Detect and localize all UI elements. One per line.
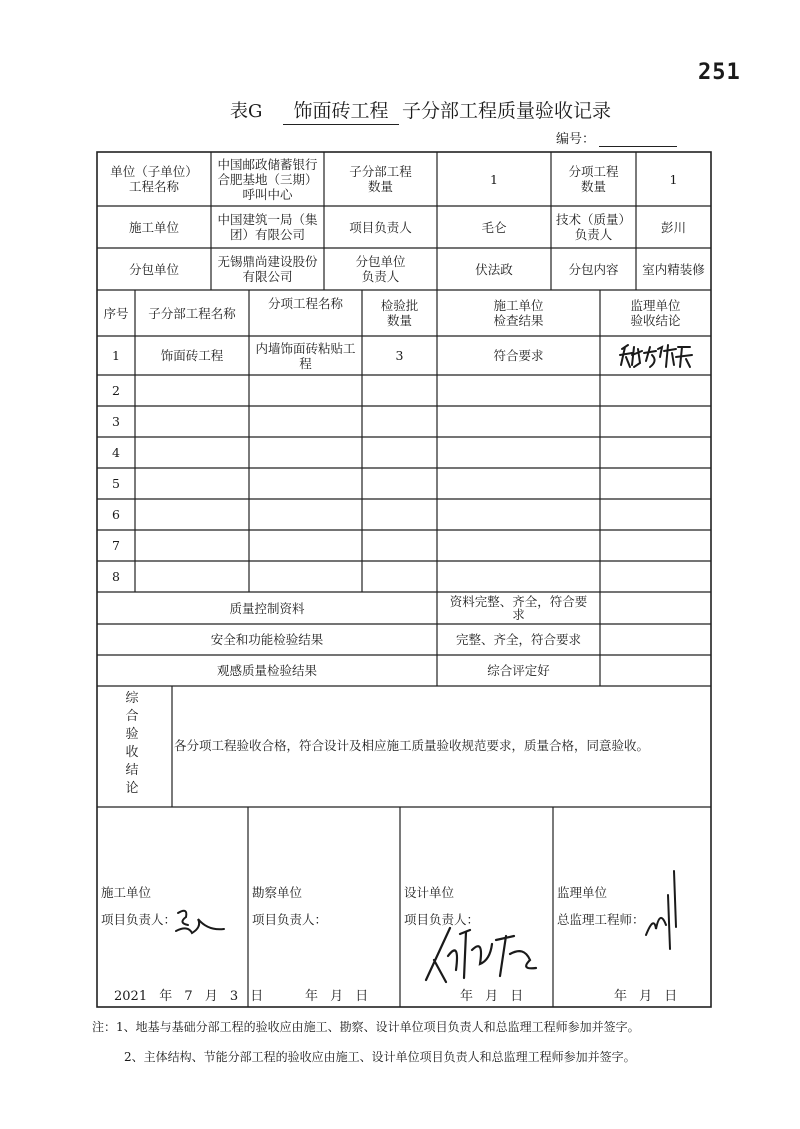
signature-constructor <box>101 885 176 927</box>
subcontractor-value: 无锡鼎尚建设股份 有限公司 <box>217 254 318 284</box>
row-1-conclusion-handwritten <box>600 336 711 375</box>
serial-blank-line <box>599 134 677 147</box>
signature-supervision-role: 总监理工程师： <box>557 912 645 927</box>
row-1-seq: 1 <box>112 348 120 363</box>
item-count-value: 1 <box>669 171 678 187</box>
row-4-seq: 4 <box>112 445 120 460</box>
constructor-value: 中国建筑一局（集 团）有限公司 <box>217 212 318 242</box>
item-count-label: 分项工程 数量 <box>568 164 619 194</box>
row-8-seq: 8 <box>112 569 120 584</box>
column-header-item-name: 分项工程名称 <box>267 296 343 311</box>
sub-manager-value: 伏法政 <box>475 261 513 277</box>
title-project-name: 饰面砖工程 <box>283 96 399 125</box>
sub-manager-label: 分包单位 负责人 <box>355 254 406 284</box>
conclusion-label: 综 合 验 收 结 论 <box>125 691 139 796</box>
serial-label: 编号： <box>556 132 596 147</box>
column-header-supervision: 监理单位 验收结论 <box>630 298 681 328</box>
note-1: 注：1、地基与基础分部工程的验收应由施工、勘察、设计单位项目负责人和总监理工程师参加并签字。 <box>92 1020 640 1034</box>
project-manager-value: 毛仑 <box>481 219 507 235</box>
tech-manager-label: 技术（质量） 负责人 <box>555 212 631 242</box>
row-1-item-name: 内墙饰面砖粘贴工 程 <box>255 340 356 371</box>
design-signature-icon <box>420 920 550 990</box>
row-1-sub-name: 饰面砖工程 <box>160 348 224 363</box>
supervision-signature-icon <box>640 865 690 955</box>
row-1-result: 符合要求 <box>493 348 544 363</box>
summary-appearance-value: 综合评定好 <box>487 663 550 678</box>
row-5-seq: 5 <box>112 476 120 491</box>
summary-quality-value: 资料完整、齐全，符合要 求 <box>449 594 588 622</box>
row-3-seq: 3 <box>112 414 120 429</box>
column-header-sub-name: 子分部工程名称 <box>148 305 236 321</box>
column-header-check-result: 施工单位 检查结果 <box>493 298 544 328</box>
signature-design-date: 年 月 日 <box>460 989 524 1004</box>
tech-manager-value: 彭川 <box>660 219 686 235</box>
signature-constructor-date: 2021 年 7 月 3 日 <box>114 989 264 1004</box>
unit-name-label: 单位（子单位） 工程名称 <box>110 164 198 194</box>
title-suffix: 子分部工程质量验收记录 <box>402 100 612 122</box>
summary-safety-value: 完整、齐全，符合要求 <box>455 632 581 647</box>
page-title <box>0 94 800 124</box>
column-header-seq: 序号 <box>103 305 129 321</box>
note-2: 2、主体结构、节能分部工程的验收应由施工、设计单位项目负责人和总监理工程师参加并签字。 <box>124 1050 636 1064</box>
summary-safety-label: 安全和功能检验结果 <box>210 632 324 647</box>
page-number: 251 <box>698 60 741 85</box>
signature-design-unit: 设计单位 <box>404 885 455 900</box>
subcontractor-label: 分包单位 <box>128 261 179 277</box>
sub-content-label: 分包内容 <box>568 261 619 277</box>
project-manager-label: 项目负责人 <box>349 219 412 235</box>
signature-survey-role: 项目负责人： <box>252 912 328 927</box>
signature-constructor-role: 项目负责人： <box>101 912 177 927</box>
signature-survey-unit: 勘察单位 <box>252 885 303 900</box>
row-2-seq: 2 <box>112 383 120 398</box>
sub-count-label: 子分部工程 数量 <box>349 164 412 194</box>
title-prefix: 表G <box>230 101 263 122</box>
serial-number-field <box>556 128 677 147</box>
signature-survey <box>252 885 327 927</box>
signature-supervision-unit: 监理单位 <box>557 885 608 900</box>
unit-name-value: 中国邮政储蓄银行 合肥基地（三期） 呼叫中心 <box>217 156 318 202</box>
handwritten-conclusion-icon <box>616 341 696 371</box>
row-7-seq: 7 <box>112 538 120 553</box>
row-6-seq: 6 <box>112 507 120 522</box>
signature-constructor-unit: 施工单位 <box>101 885 152 900</box>
signature-survey-date: 年 月 日 <box>305 989 369 1004</box>
sub-count-value: 1 <box>490 171 498 187</box>
signature-design-role: 项目负责人： <box>404 912 480 927</box>
summary-quality-label: 质量控制资料 <box>229 600 305 616</box>
row-1-batch: 3 <box>395 348 404 363</box>
constructor-signature-icon <box>168 905 228 939</box>
sub-content-value: 室内精装修 <box>642 261 705 277</box>
signature-supervision-date: 年 月 日 <box>614 989 678 1004</box>
summary-appearance-label: 观感质量检验结果 <box>216 663 317 678</box>
constructor-label: 施工单位 <box>128 219 179 235</box>
column-header-batch-count: 检验批 数量 <box>380 298 419 328</box>
conclusion-text: 各分项工程验收合格，符合设计及相应施工质量验收规范要求，质量合格，同意验收。 <box>174 737 650 753</box>
signature-supervision <box>557 885 645 927</box>
